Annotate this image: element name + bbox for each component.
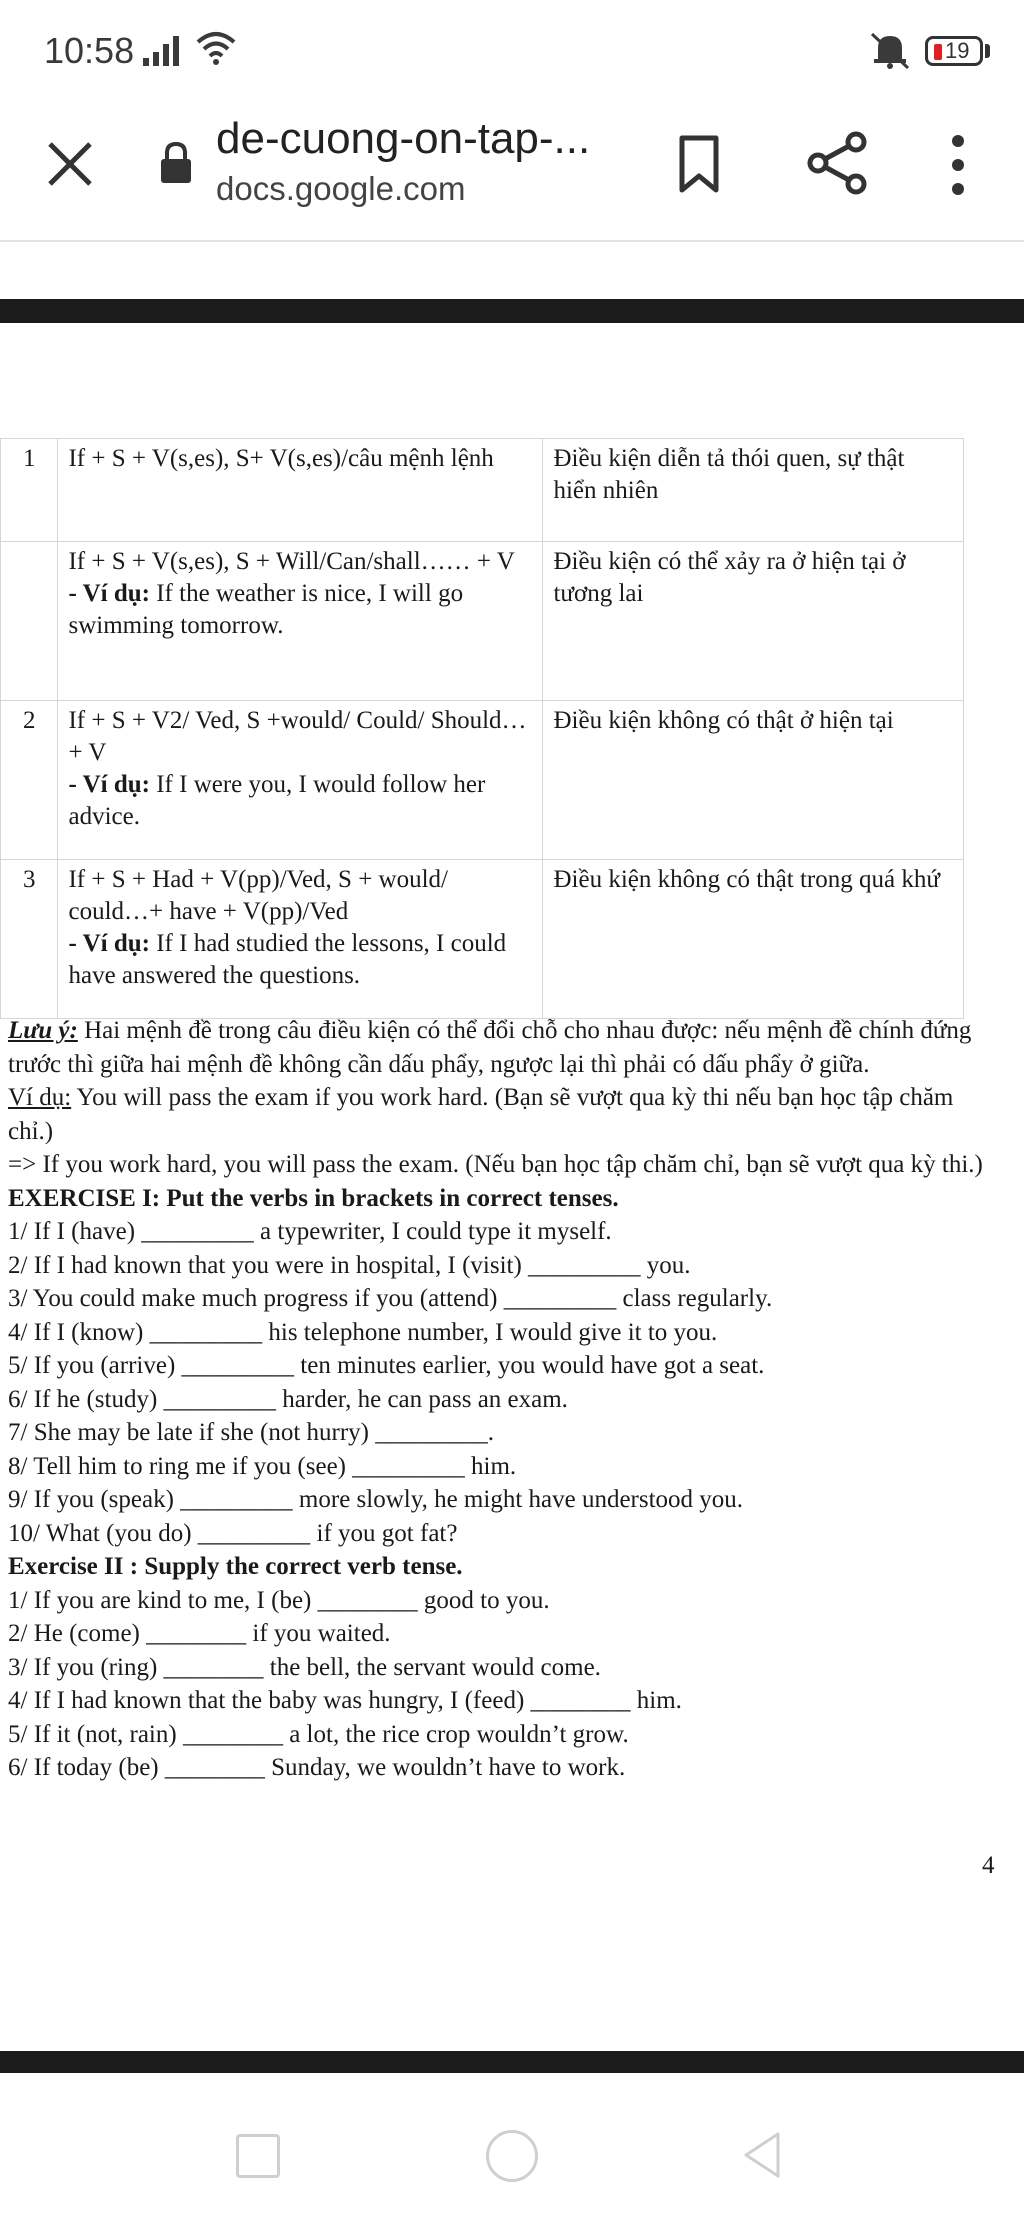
example-label: - Ví dụ: bbox=[68, 930, 150, 957]
page-top-divider bbox=[0, 299, 1024, 323]
arrow-paragraph: => If you work hard, you will pass the exam. (Nếu bạn học tập chăm chỉ, bạn sẽ vượt qua kỳ thi.) bbox=[8, 1151, 983, 1178]
signal-icon bbox=[143, 34, 187, 66]
back-icon[interactable] bbox=[742, 2130, 782, 2180]
exercise1-title-text: EXERCISE I: Put the verbs in brackets in correct tenses. bbox=[8, 1184, 619, 1212]
exercise-item: 7/ She may be late if she (not hurry) _________. bbox=[8, 1419, 495, 1446]
row-number bbox=[1, 542, 58, 701]
row-number: 2 bbox=[1, 701, 58, 860]
exercise-item: 3/ You could make much progress if you (attend) _________ class regularly. bbox=[8, 1285, 773, 1312]
system-nav-bar bbox=[0, 2110, 1024, 2217]
battery-tip bbox=[985, 44, 990, 58]
close-icon[interactable] bbox=[40, 134, 100, 194]
row-description: Điều kiện diễn tả thói quen, sự thật hiển nhiên bbox=[543, 439, 964, 542]
form-text: If + S + V(s,es), S+ V(s,es)/câu mệnh lệnh bbox=[68, 445, 494, 472]
form-text: If + S + V2/ Ved, S +would/ Could/ Should…+ V bbox=[68, 707, 527, 766]
page-bottom-divider bbox=[0, 2051, 1024, 2073]
document-body bbox=[8, 1014, 1004, 1785]
browser-toolbar bbox=[0, 100, 1024, 242]
exercise-item: 1/ If I (have) _________ a typewriter, I could type it myself. bbox=[8, 1218, 612, 1245]
exercise-item: 9/ If you (speak) _________ more slowly, he might have understood you. bbox=[8, 1486, 744, 1513]
form-text: If + S + V(s,es), S + Will/Can/shall…… + V bbox=[68, 548, 515, 575]
exercise-item: 5/ If you (arrive) _________ ten minutes earlier, you would have got a seat. bbox=[8, 1352, 765, 1379]
table-row bbox=[1, 701, 964, 860]
row-description: Điều kiện không có thật trong quá khứ bbox=[543, 860, 964, 1019]
share-icon[interactable] bbox=[806, 130, 870, 196]
bell-muted-icon bbox=[868, 30, 912, 70]
note-label: Lưu ý: bbox=[8, 1017, 78, 1044]
example-label: - Ví dụ: bbox=[68, 771, 150, 798]
example-text: You will pass the exam if you work hard. (Bạn sẽ vượt qua kỳ thi nếu bạn học tập chăm chỉ.) bbox=[8, 1084, 954, 1145]
table-row bbox=[1, 542, 964, 701]
table-row bbox=[1, 860, 964, 1019]
exercise-item: 6/ If today (be) ________ Sunday, we wouldn’t have to work. bbox=[8, 1754, 626, 1781]
row-number: 1 bbox=[1, 439, 58, 542]
page-title[interactable]: de-cuong-on-tap-... bbox=[216, 114, 591, 163]
page-number: 4 bbox=[982, 1852, 995, 1879]
battery-icon bbox=[925, 36, 983, 66]
exercise2-title-text: Exercise II : Supply the correct verb tense. bbox=[8, 1553, 463, 1580]
conditional-table bbox=[0, 438, 964, 1019]
exercise-item: 10/ What (you do) _________ if you got fat? bbox=[8, 1519, 458, 1547]
example-text: If I had studied the lessons, I could have answered the questions. bbox=[68, 930, 507, 989]
exercise-item: 2/ He (come) ________ if you waited. bbox=[8, 1620, 391, 1647]
exercise-item: 3/ If you (ring) ________ the bell, the servant would come. bbox=[8, 1653, 601, 1681]
row-description: Điều kiện không có thật ở hiện tại bbox=[543, 701, 964, 860]
exercise-item: 6/ If he (study) _________ harder, he can pass an exam. bbox=[8, 1385, 568, 1413]
example-label: Ví dụ: bbox=[8, 1084, 72, 1111]
row-form bbox=[58, 860, 543, 1019]
exercise1-title bbox=[8, 1182, 1004, 1216]
wifi-icon bbox=[196, 30, 236, 66]
note-text: Hai mệnh đề trong câu điều kiện có thể đổi chỗ cho nhau được: nếu mệnh đề chính đứng trước thì giữa hai mệnh đề không cần dấu phẩy, ngược lại thì phải có dấu phẩy ở giữa. bbox=[8, 1017, 972, 1078]
exercise-item: 2/ If I had known that you were in hospital, I (visit) _________ you. bbox=[8, 1251, 691, 1279]
bookmark-icon[interactable] bbox=[674, 134, 724, 194]
exercise-item: 8/ Tell him to ring me if you (see) _________ him. bbox=[8, 1452, 517, 1480]
example-label: - Ví dụ: bbox=[68, 580, 150, 607]
exercise-item: 4/ If I had known that the baby was hungry, I (feed) ________ him. bbox=[8, 1687, 682, 1714]
example-paragraph bbox=[8, 1081, 1004, 1148]
table-row bbox=[1, 439, 964, 542]
row-description: Điều kiện có thể xảy ra ở hiện tại ở tương lai bbox=[543, 542, 964, 701]
exercise-item: 1/ If you are kind to me, I (be) ________ good to you. bbox=[8, 1586, 550, 1614]
more-vert-icon[interactable] bbox=[940, 132, 976, 198]
example-text: If I were you, I would follow her advice. bbox=[68, 771, 486, 830]
battery-level: 19 bbox=[945, 38, 970, 63]
status-time: 10:58 bbox=[44, 30, 135, 71]
exercise-item: 4/ If I (know) _________ his telephone number, I would give it to you. bbox=[8, 1318, 718, 1346]
status-bar bbox=[0, 0, 1024, 100]
note-paragraph bbox=[8, 1014, 1004, 1081]
row-form bbox=[58, 701, 543, 860]
row-form bbox=[58, 542, 543, 701]
form-text: If + S + Had + V(pp)/Ved, S + would/ could…+ have + V(pp)/Ved bbox=[68, 866, 448, 925]
lock-icon bbox=[160, 142, 192, 184]
row-number: 3 bbox=[1, 860, 58, 1019]
example-text: If the weather is nice, I will go swimming tomorrow. bbox=[68, 580, 464, 639]
page-domain[interactable]: docs.google.com bbox=[216, 170, 466, 207]
row-form bbox=[58, 439, 543, 542]
exercise2-title bbox=[8, 1550, 1004, 1584]
recent-apps-icon[interactable] bbox=[236, 2134, 280, 2178]
exercise-item: 5/ If it (not, rain) ________ a lot, the rice crop wouldn’t grow. bbox=[8, 1720, 629, 1748]
home-icon[interactable] bbox=[486, 2130, 538, 2182]
